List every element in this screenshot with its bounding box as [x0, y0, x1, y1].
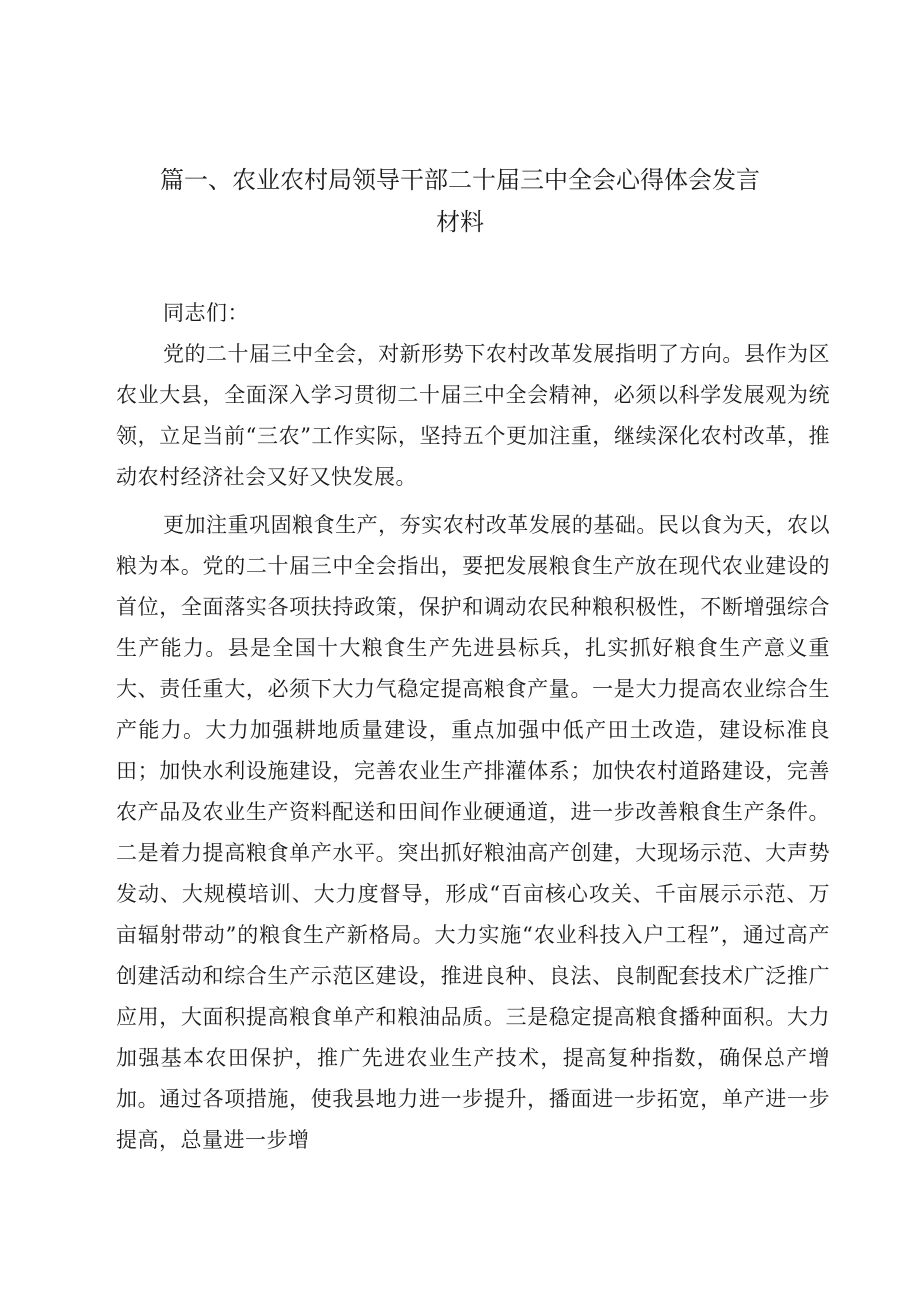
salutation: 同志们： — [163, 301, 249, 325]
paragraph-1-text: 党的二十届三中全会，对新形势下农村改革发展指明了方向。县作为区农业大县，全面深入学习贯彻二十届三中全会精神，必须以科学发展观为统领，立足当前“三农”工作实际，坚持五个更加注重，继续深化农村改革，推动农村经济社会又好又快发展。 — [116, 342, 830, 489]
paragraph-2 — [116, 505, 830, 1161]
document-title-line-1: 篇一、农业农村局领导干部二十届三中全会心得体会发言 — [160, 166, 760, 194]
document-title-line-2: 材料 — [436, 208, 484, 236]
paragraph-2-text: 更加注重巩固粮食生产，夯实农村改革发展的基础。民以食为天，农以粮为本。党的二十届三中全会指出，要把发展粮食生产放在现代农业建设的首位，全面落实各项扶持政策，保护和调动农民种粮积极性，不断增强综合生产能力。县是全国十大粮食生产先进县标兵，扎实抓好粮食生产意义重大、责任重大，必须下大力气稳定提高粮食产量。一是大力提高农业综合生产能力。大力加强耕地质量建设，重点加强中低产田土改造，建设标准良田；加快水利设施建设，完善农业生产排灌体系；加快农村道路建设，完善农产品及农业生产资料配送和田间作业硬通道，进一步改善粮食生产条件。二是着力提高粮食单产水平。突出抓好粮油高产创建，大现场示范、大声势发动、大规模培训、大力度督导，形成“百亩核心攻关、千亩展示示范、万亩辐射带动”的粮食生产新格局。大力实施“农业科技入户工程”，通过高产创建活动和综合生产示范区建设，推进良种、良法、良制配套技术广泛推广应用，大面积提高粮食单产和粮油品质。三是稳定提高粮食播种面积。大力加强基本农田保护，推广先进农业生产技术，提高复种指数，确保总产增加。通过各项措施，使我县地力进一步提升，播面进一步拓宽，单产进一步提高，总量进一步增 — [116, 513, 830, 1152]
paragraph-1 — [116, 334, 830, 498]
